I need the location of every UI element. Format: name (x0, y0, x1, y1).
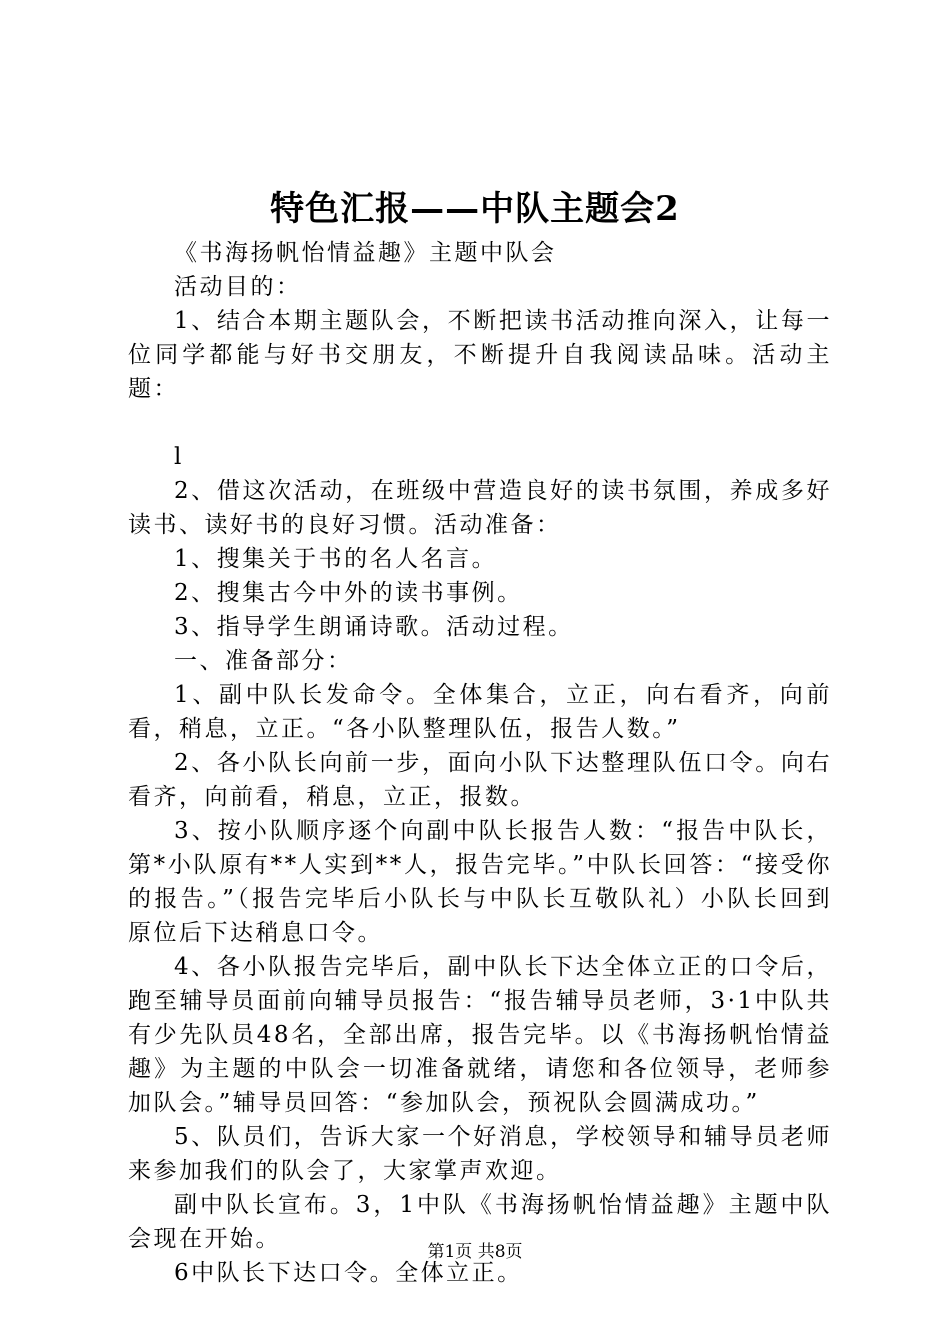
paragraph-step-4: 4、各小队报告完毕后，副中队长下达全体立正的口令后，跑至辅导员面前向辅导员报告：“报告辅导员老师，3·1中队共有少先队员48名，全部出席，报告完毕。以《书海扬帆怡情益趣》为主题的中队会一切准备就绪，请您和各位领导，老师参加队会。”辅导员回答：“参加队会，预祝队会圆满成功。” (128, 954, 832, 1116)
paragraph-meeting-name: 《书海扬帆怡情益趣》主题中队会 (174, 240, 557, 266)
paragraph-section-heading: 一、准备部分： (174, 648, 353, 674)
paragraph-prep-2: 2、搜集古今中外的读书事例。 (174, 580, 523, 606)
paragraph-step-5: 5、队员们，告诉大家一个好消息，学校领导和辅导员老师来参加我们的队会了，大家掌声欢迎。 (128, 1124, 832, 1184)
paragraph-purpose-1: 1、结合本期主题队会，不断把读书活动推向深入，让每一位同学都能与好书交朋友，不断提升自我阅读品味。活动主题： (128, 308, 832, 402)
document-title: 特色汇报——中队主题会2 (270, 189, 680, 229)
paragraph-announcement: 副中队长宣布。3，1中队《书海扬帆怡情益趣》主题中队会现在开始。 (128, 1192, 832, 1252)
paragraph-theme-marker: l (174, 444, 184, 470)
paragraph-step-2: 2、各小队长向前一步，面向小队下达整理队伍口令。向右看齐，向前看，稍息，立正，报数。 (128, 750, 832, 810)
paragraph-step-3: 3、按小队顺序逐个向副中队长报告人数：“报告中队长，第*小队原有**人实到**人，报告完毕。”中队长回答：“接受你的报告。”（报告完毕后小队长与中队长互敬队礼）小队长回到原位后下达稍息口令。 (128, 818, 832, 946)
paragraph-prep-3: 3、指导学生朗诵诗歌。活动过程。 (174, 614, 574, 640)
paragraph-purpose-heading: 活动目的： (174, 274, 302, 300)
paragraph-prep-1: 1、搜集关于书的名人名言。 (174, 546, 498, 572)
page-footer: 第1页 共8页 (427, 1242, 523, 1262)
paragraph-step-6: 6中队长下达口令。全体立正。 (174, 1260, 523, 1286)
paragraph-purpose-2: 2、借这次活动，在班级中营造良好的读书氛围，养成多好读书、读好书的良好习惯。活动准备： (128, 478, 832, 538)
paragraph-step-1: 1、副中队长发命令。全体集合，立正，向右看齐，向前看，稍息，立正。“各小队整理队伍，报告人数。” (128, 682, 832, 742)
document-body (128, 236, 832, 1290)
